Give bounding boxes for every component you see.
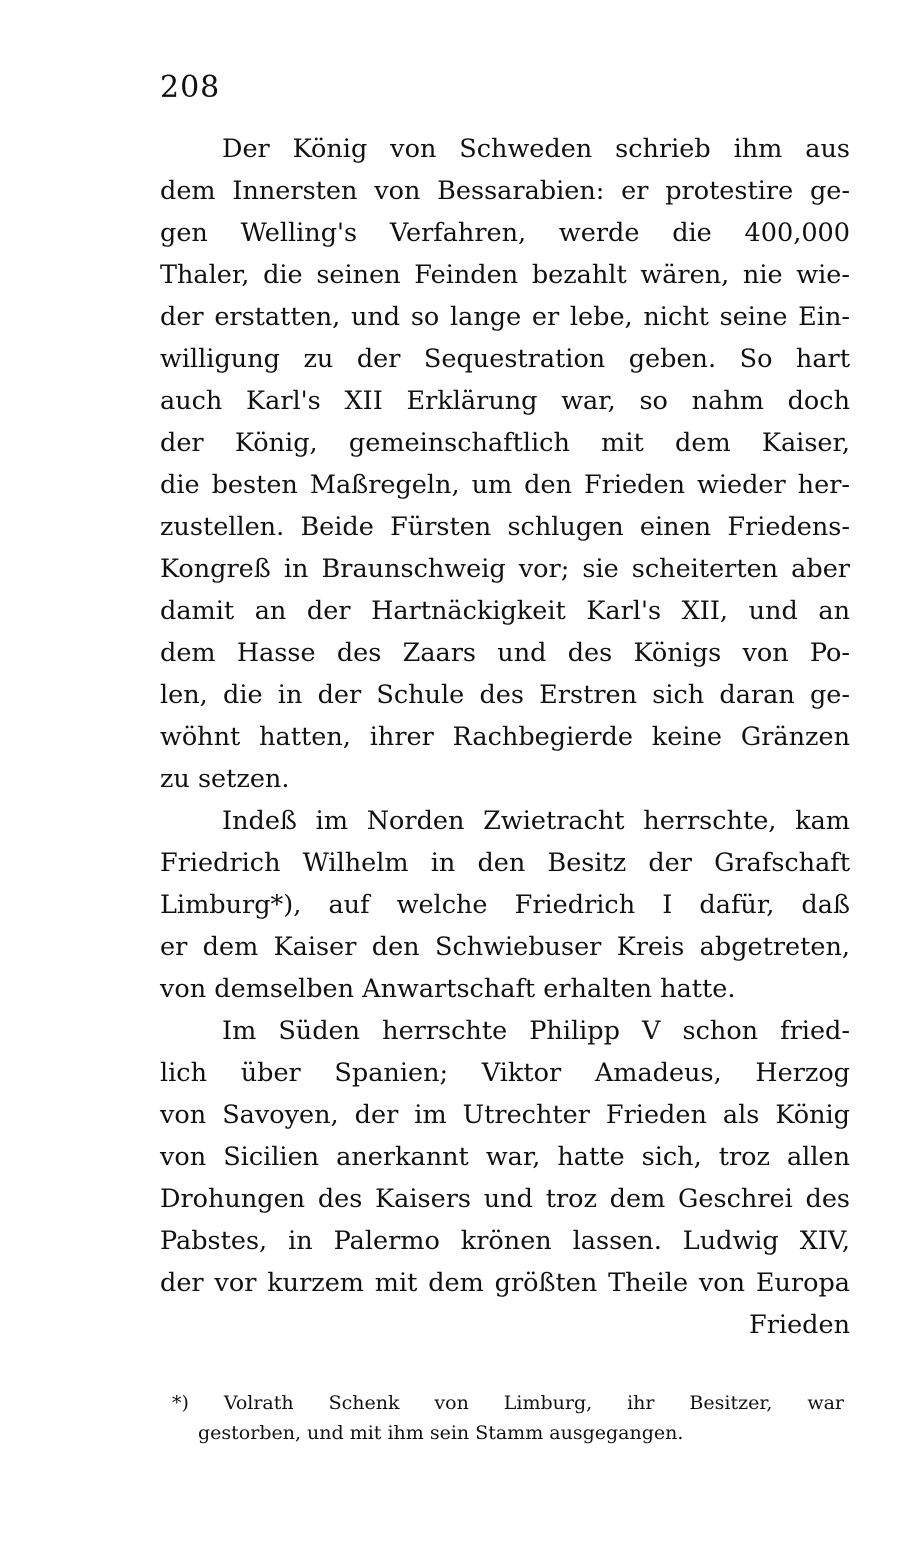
text-line: Friedrich Wilhelm in den Besitz der Grafschaft	[160, 848, 850, 878]
text-line: Der König von Schweden schrieb ihm aus	[222, 134, 850, 164]
text-line: gen Welling's Verfahren, werde die 400,000	[160, 218, 850, 248]
text-line: zustellen. Beide Fürsten schlugen einen Friedens-	[160, 512, 850, 542]
text-line: Indeß im Norden Zwietracht herrschte, kam	[222, 806, 850, 836]
text-line: Kongreß in Braunschweig vor; sie scheiterten aber	[160, 554, 850, 584]
text-line: der König, gemeinschaftlich mit dem Kaiser,	[160, 428, 850, 458]
text-line: der erstatten, und so lange er lebe, nicht seine Ein-	[160, 302, 850, 332]
body-text	[160, 128, 850, 1346]
footnote	[172, 1388, 844, 1448]
text-line: von demselben Anwartschaft erhalten hatte.	[160, 974, 736, 1004]
text-line: lich über Spanien; Viktor Amadeus, Herzog	[160, 1058, 850, 1088]
text-line: zu setzen.	[160, 764, 290, 794]
text-line: Thaler, die seinen Feinden bezahlt wären, nie wie-	[160, 260, 850, 290]
text-line: willigung zu der Sequestration geben. So hart	[160, 344, 850, 374]
text-line: wöhnt hatten, ihrer Rachbegierde keine Gränzen	[160, 722, 850, 752]
text-line: Pabstes, in Palermo krönen lassen. Ludwig XIV,	[160, 1226, 850, 1256]
text-line: Limburg*), auf welche Friedrich I dafür, daß	[160, 890, 850, 920]
text-line: auch Karl's XII Erklärung war, so nahm doch	[160, 386, 850, 416]
text-line: der vor kurzem mit dem größten Theile von Europa	[160, 1268, 850, 1298]
text-line: Im Süden herrschte Philipp V schon fried-	[222, 1016, 850, 1046]
text-line: von Savoyen, der im Utrechter Frieden als König	[160, 1100, 850, 1130]
text-line: len, die in der Schule des Erstren sich daran ge-	[160, 680, 850, 710]
text-line: die besten Maßregeln, um den Frieden wieder her-	[160, 470, 850, 500]
page-number: 208	[160, 70, 221, 105]
text-line: dem Hasse des Zaars und des Königs von Po-	[160, 638, 850, 668]
text-line: dem Innersten von Bessarabien: er protestire ge-	[160, 176, 850, 206]
text-line: damit an der Hartnäckigkeit Karl's XII, und an	[160, 596, 850, 626]
text-line: von Sicilien anerkannt war, hatte sich, troz allen	[160, 1142, 850, 1172]
text-line: er dem Kaiser den Schwiebuser Kreis abgetreten,	[160, 932, 850, 962]
footnote-line: gestorben, und mit ihm sein Stamm ausgegangen.	[198, 1422, 684, 1444]
catchword: Frieden	[749, 1310, 850, 1340]
text-line: Drohungen des Kaisers und troz dem Geschrei des	[160, 1184, 850, 1214]
footnote-line: *) Volrath Schenk von Limburg, ihr Besitzer, war	[172, 1392, 844, 1414]
